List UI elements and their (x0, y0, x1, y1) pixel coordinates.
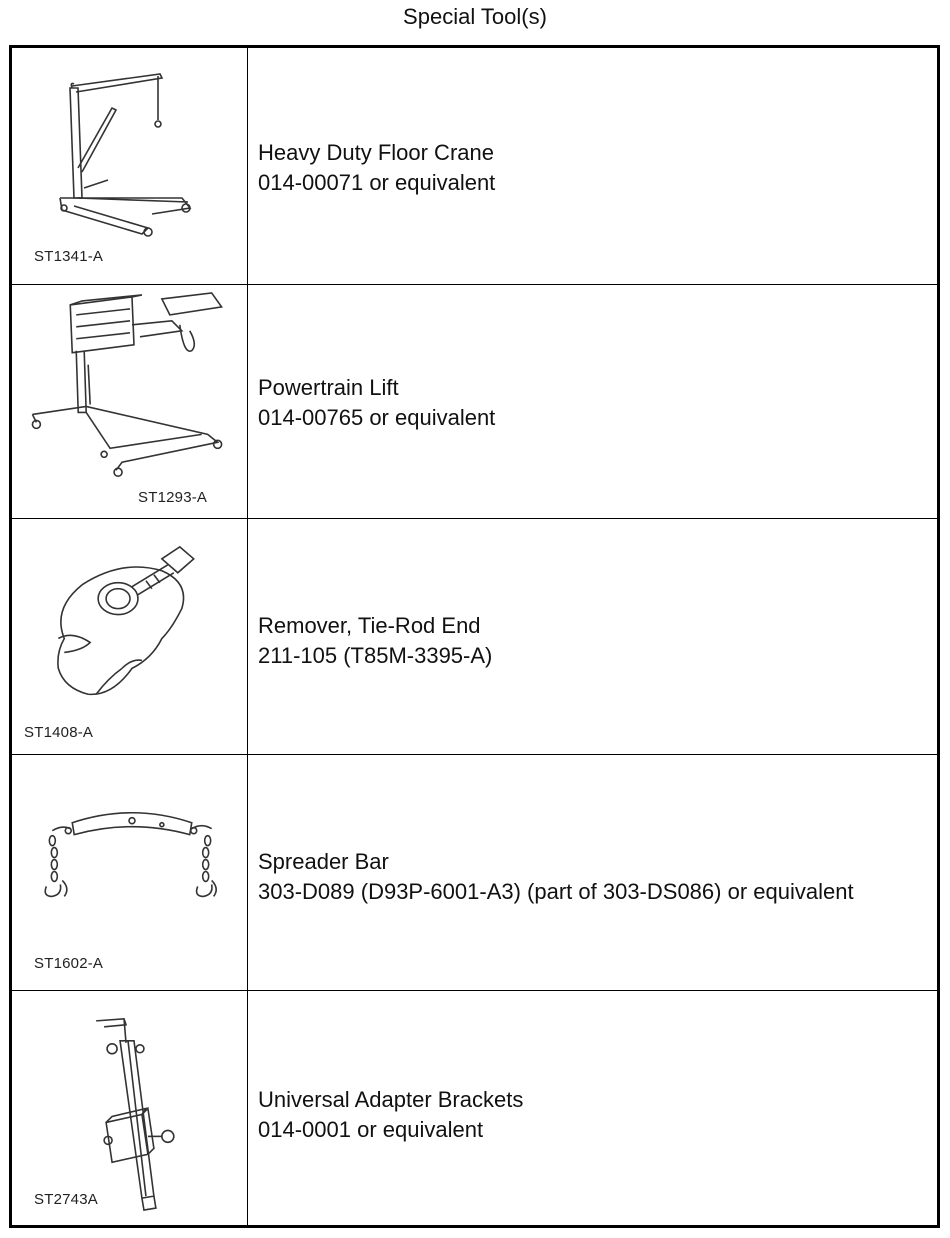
tool-name: Spreader Bar (258, 849, 389, 874)
tool-illustration-cell (12, 991, 248, 1225)
tool-name: Remover, Tie-Rod End (258, 613, 481, 638)
tool-number: 303-D089 (D93P-6001-A3) (part of 303-DS086) or equivalent (258, 879, 854, 904)
tool-number: 014-00071 or equivalent (258, 170, 496, 195)
tool-illustration-cell (12, 519, 248, 754)
tool-row (12, 754, 937, 990)
illustration-code: ST1408-A (24, 724, 94, 741)
tool-number: 211-105 (T85M-3395-A) (258, 643, 493, 668)
tool-row (12, 990, 937, 1225)
tool-row (12, 518, 937, 754)
tool-illustration-cell (12, 755, 248, 990)
tool-name: Powertrain Lift (258, 375, 399, 400)
special-tools-table (9, 45, 940, 1228)
adapter-bracket-icon (12, 991, 248, 1225)
tool-name: Heavy Duty Floor Crane (258, 140, 494, 165)
illustration-code: ST1293-A (138, 489, 208, 506)
tool-number: 014-00765 or equivalent (258, 405, 496, 430)
illustration-code: ST1341-A (34, 248, 104, 265)
tool-illustration-cell (12, 285, 248, 518)
tie-rod-remover-icon (12, 519, 248, 754)
tool-row (12, 48, 937, 284)
page-title: Special Tool(s) (403, 4, 547, 29)
tool-name: Universal Adapter Brackets (258, 1087, 524, 1112)
tool-row (12, 284, 937, 518)
illustration-code: ST1602-A (34, 955, 104, 972)
illustration-code: ST2743A (34, 1191, 98, 1208)
tool-number: 014-0001 or equivalent (258, 1117, 484, 1142)
powertrain-lift-icon (12, 285, 248, 518)
tool-illustration-cell (12, 48, 248, 284)
